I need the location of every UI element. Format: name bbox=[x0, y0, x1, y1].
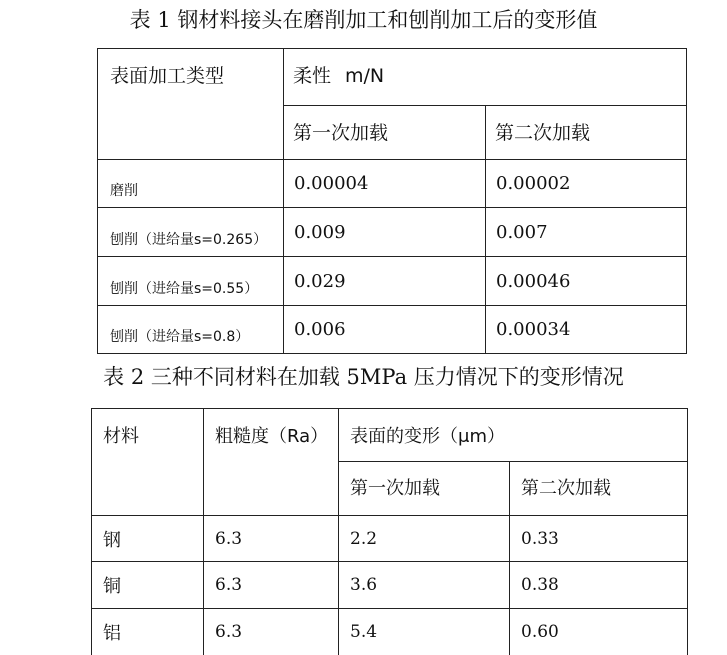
table-row bbox=[98, 160, 687, 208]
table1 bbox=[97, 48, 687, 354]
t1-row-v2: 0.00046 bbox=[486, 257, 687, 306]
table-row bbox=[98, 306, 687, 354]
t1-row-v1: 0.00004 bbox=[284, 160, 486, 208]
t2-row-material: 铝 bbox=[92, 609, 204, 655]
t1-row-v2: 0.00034 bbox=[486, 306, 687, 354]
table-row bbox=[92, 562, 688, 609]
table-row bbox=[98, 208, 687, 257]
table2 bbox=[91, 408, 688, 655]
t2-row-v1: 3.6 bbox=[339, 562, 510, 609]
t2-header-load2: 第二次加载 bbox=[510, 461, 688, 515]
t2-row-v2: 0.60 bbox=[510, 609, 688, 655]
table2-caption: 表 2 三种不同材料在加载 5MPa 压力情况下的变形情况 bbox=[103, 365, 624, 389]
table-row bbox=[92, 609, 688, 655]
t1-header-type: 表面加工类型 bbox=[98, 49, 284, 160]
t2-header-deform: 表面的变形（μm） bbox=[339, 409, 688, 462]
t1-flex-label: 柔性 bbox=[293, 65, 332, 87]
t2-row-ra: 6.3 bbox=[204, 516, 339, 562]
t1-row-v1: 0.029 bbox=[284, 257, 486, 306]
t2-row-v1: 2.2 bbox=[339, 516, 510, 562]
t2-row-ra: 6.3 bbox=[204, 609, 339, 655]
t2-header-load1: 第一次加载 bbox=[339, 461, 510, 515]
t1-flex-unit: m/N bbox=[345, 65, 385, 87]
t2-row-v1: 5.4 bbox=[339, 609, 510, 655]
t2-row-v2: 0.38 bbox=[510, 562, 688, 609]
t1-header-load1: 第一次加载 bbox=[284, 105, 486, 159]
t1-row-v1: 0.006 bbox=[284, 306, 486, 354]
t1-row-label: 刨削（进给量s=0.55） bbox=[98, 257, 284, 306]
t1-row-v1: 0.009 bbox=[284, 208, 486, 257]
t2-row-ra: 6.3 bbox=[204, 562, 339, 609]
t1-row-label: 刨削（进给量s=0.265） bbox=[98, 208, 284, 257]
t1-row-v2: 0.00002 bbox=[486, 160, 687, 208]
t2-header-material: 材料 bbox=[92, 409, 204, 516]
t1-row-label: 刨削（进给量s=0.8） bbox=[98, 306, 284, 354]
table1-caption: 表 1 钢材料接头在磨削加工和刨削加工后的变形值 bbox=[129, 8, 598, 32]
t2-header-roughness: 粗糙度（Ra） bbox=[204, 409, 339, 516]
t1-header-flex bbox=[284, 49, 687, 106]
table-row bbox=[92, 516, 688, 562]
t2-row-material: 铜 bbox=[92, 562, 204, 609]
t2-row-v2: 0.33 bbox=[510, 516, 688, 562]
t2-row-material: 钢 bbox=[92, 516, 204, 562]
t1-header-load2: 第二次加载 bbox=[486, 105, 687, 159]
t1-row-label: 磨削 bbox=[98, 160, 284, 208]
t1-row-v2: 0.007 bbox=[486, 208, 687, 257]
table-row bbox=[98, 257, 687, 306]
